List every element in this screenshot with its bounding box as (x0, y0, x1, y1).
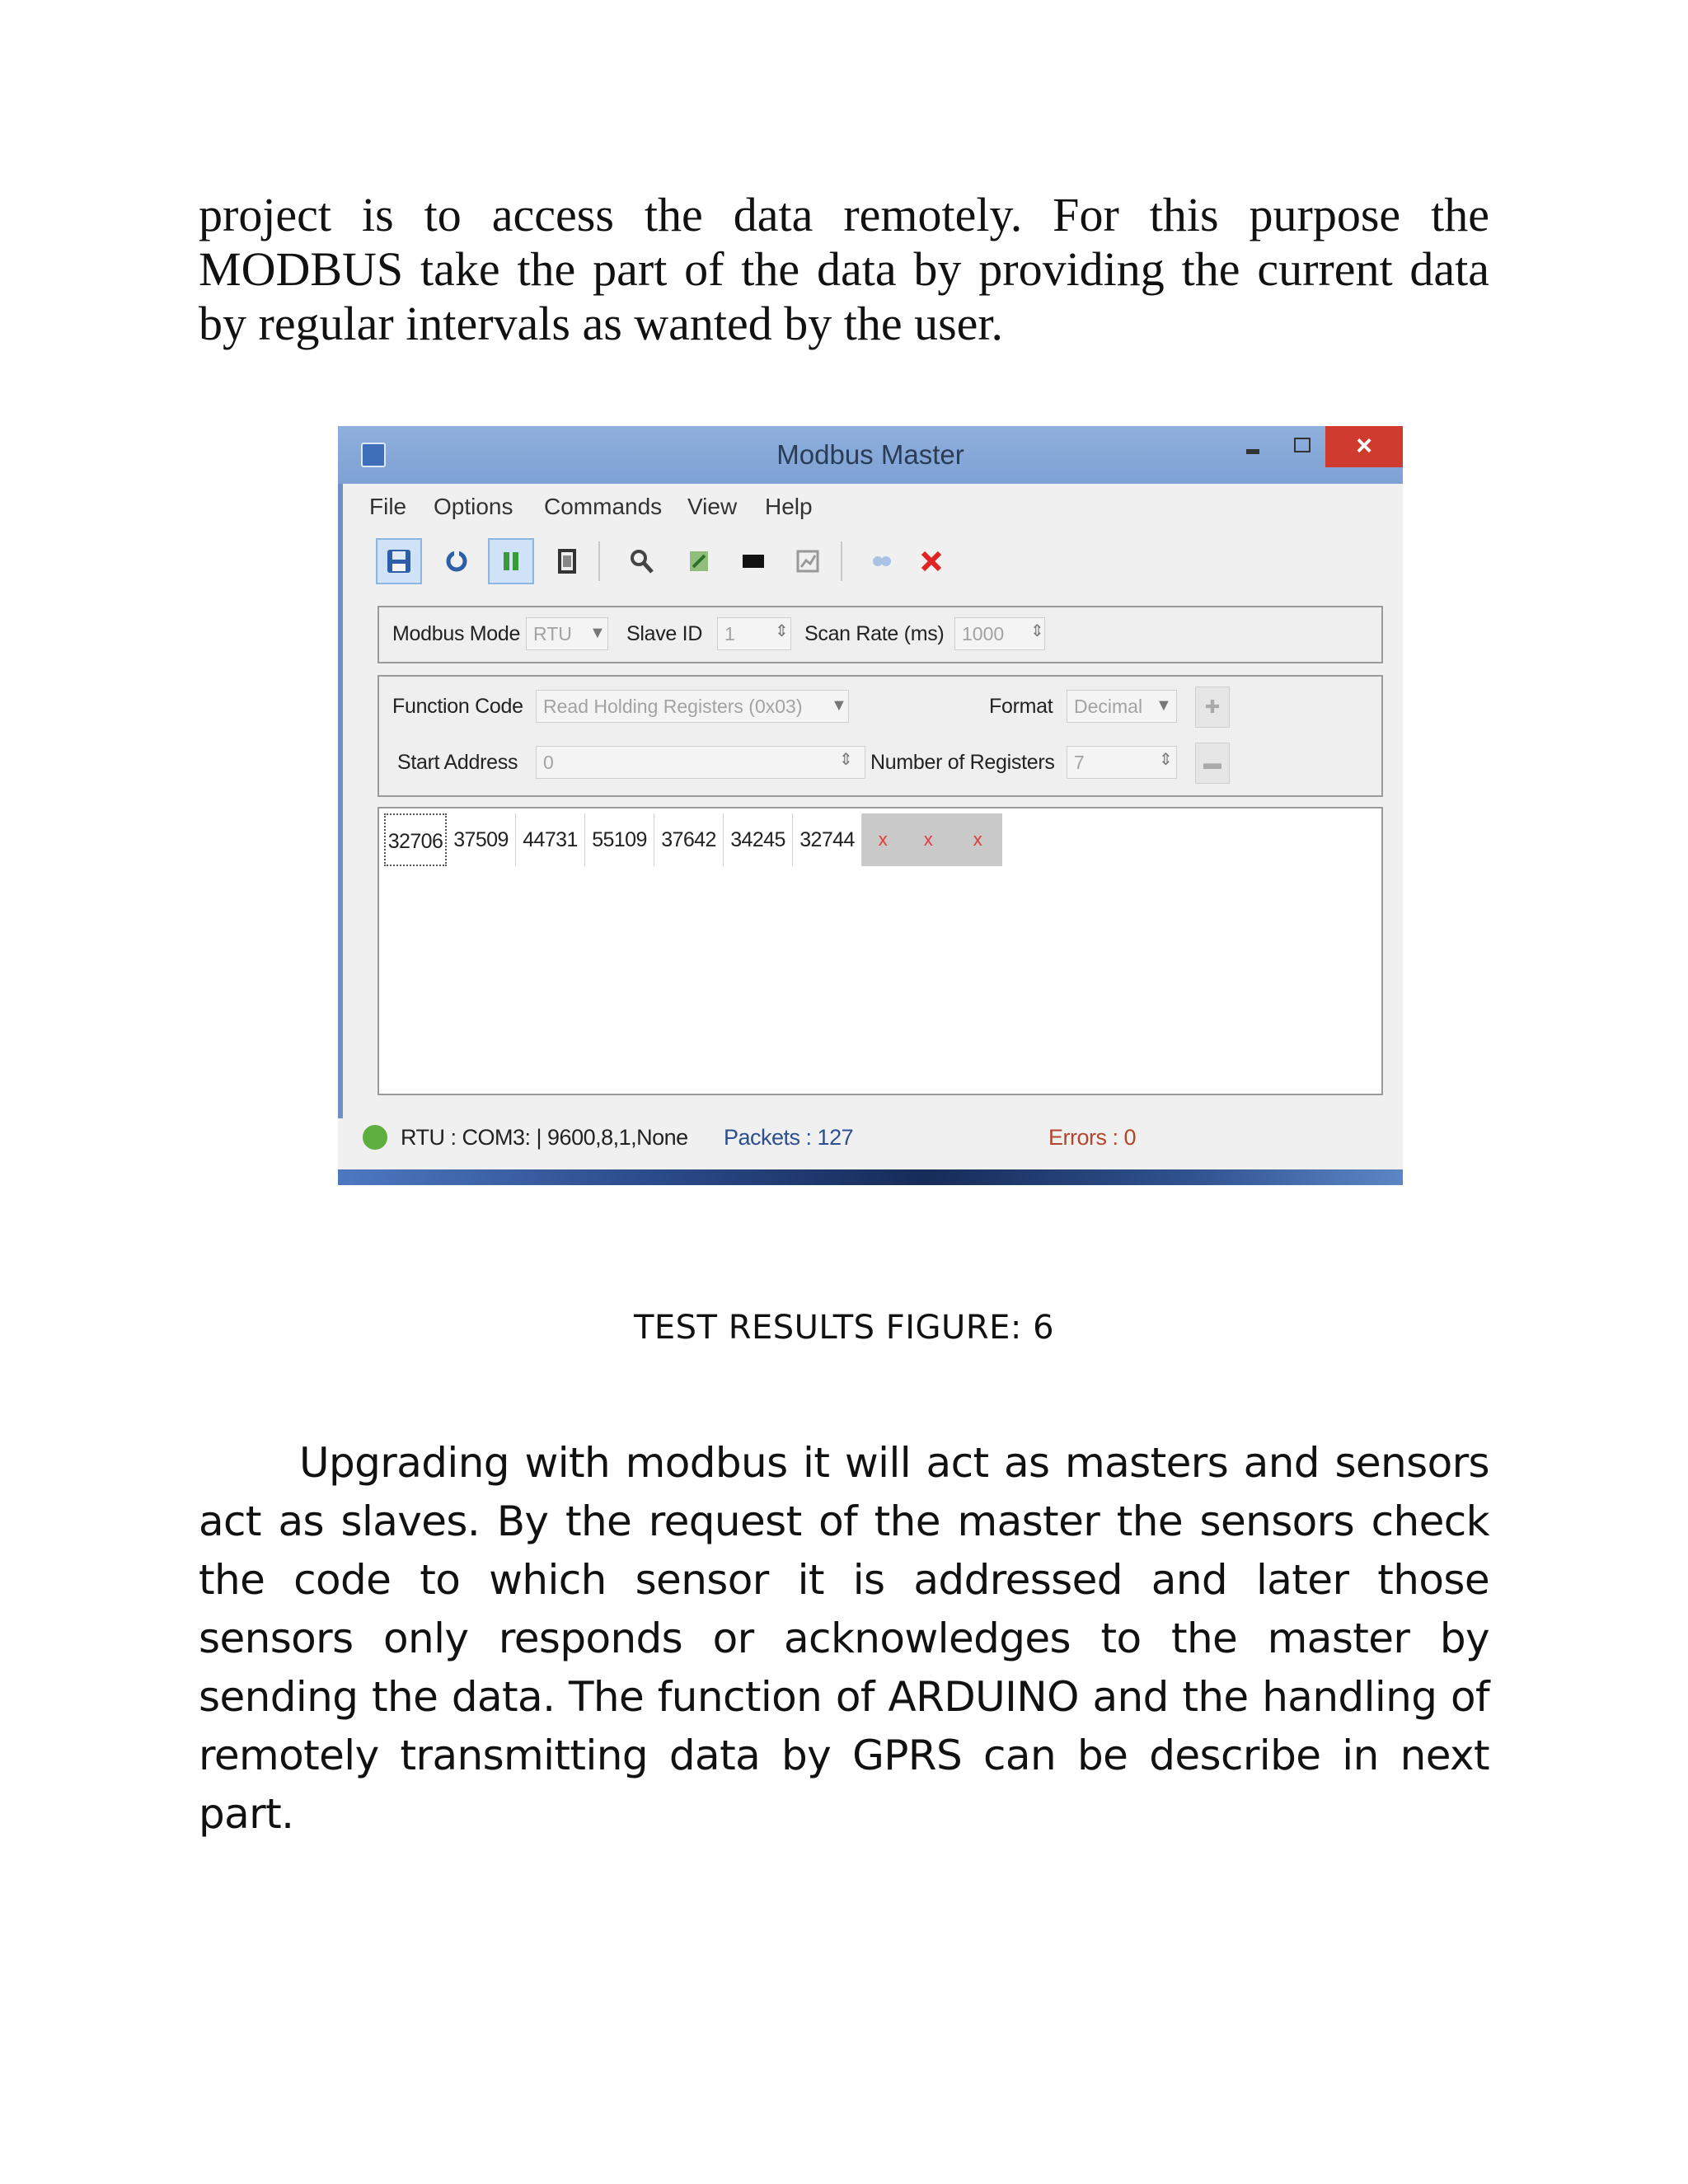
stop-icon[interactable] (908, 538, 954, 584)
save-icon[interactable] (376, 538, 422, 584)
num-registers-stepper[interactable]: 7 (1067, 746, 1177, 779)
register-icon[interactable] (544, 538, 590, 584)
connection-settings-group (377, 606, 1383, 663)
spin-arrows-icon[interactable]: ⇕ (775, 622, 789, 640)
connection-status-icon (363, 1125, 387, 1150)
paragraph-body: Upgrading with modbus it will act as masters and sensors act as slaves. By the request of the master the sensors check the code to which sensor it is addressed and later those sensors only responds or acknowledges to the master by sending the data. The function of ARDUINO and the handling of remotely transmitting data by GPRS can be describe in next part. (199, 1439, 1489, 1838)
scan-rate-stepper[interactable]: 1000 (954, 617, 1045, 650)
taskbar-strip (338, 1169, 1403, 1185)
function-code-label: Function Code (392, 695, 523, 718)
register-cell[interactable]: 34245 (724, 813, 793, 866)
toolbar-separator (598, 541, 600, 581)
menu-view[interactable]: View (687, 494, 738, 519)
menu-help[interactable]: Help (765, 494, 813, 519)
status-bar (338, 1118, 1403, 1169)
export-icon[interactable] (676, 538, 722, 584)
maximize-button[interactable] (1278, 426, 1325, 467)
figure-caption: TEST RESULTS FIGURE: 6 (633, 1309, 1055, 1347)
slave-id-label: Slave ID (626, 622, 703, 645)
start-address-stepper[interactable]: 0 (536, 746, 865, 779)
chart-icon[interactable] (785, 538, 831, 584)
menu-bar (338, 484, 1403, 525)
packets-count: Packets : 127 (724, 1125, 854, 1150)
chevron-down-icon: ▼ (831, 696, 847, 715)
minimize-button[interactable] (1228, 426, 1276, 467)
remove-button[interactable]: ▬ (1195, 743, 1230, 784)
register-cell[interactable]: 37642 (654, 813, 724, 866)
menu-file[interactable]: File (369, 494, 407, 519)
format-label: Format (989, 695, 1053, 718)
modbus-mode-label: Modbus Mode (392, 622, 521, 645)
add-button[interactable]: ✚ (1195, 687, 1230, 728)
error-cell[interactable]: x (903, 813, 953, 866)
link-icon[interactable] (859, 538, 905, 584)
errors-count: Errors : 0 (1048, 1125, 1137, 1150)
error-cell[interactable]: x (953, 813, 1002, 866)
register-cell[interactable]: 32706 (384, 813, 447, 866)
error-cell[interactable]: x (862, 813, 903, 866)
close-button[interactable]: × (1325, 426, 1403, 467)
chevron-down-icon: ▼ (1156, 696, 1172, 715)
menu-commands[interactable]: Commands (544, 494, 663, 519)
menu-options[interactable]: Options (434, 494, 513, 519)
terminal-icon[interactable] (730, 538, 776, 584)
spin-arrows-icon[interactable]: ⇕ (1159, 751, 1173, 769)
format-select[interactable]: Decimal (1067, 690, 1177, 723)
connection-status: RTU : COM3: | 9600,8,1,None (401, 1125, 688, 1150)
chevron-down-icon: ▼ (589, 624, 606, 642)
modbus-mode-select[interactable]: RTU (526, 617, 608, 650)
function-settings-group (377, 675, 1383, 797)
spin-arrows-icon[interactable]: ⇕ (839, 751, 853, 769)
start-address-label: Start Address (397, 751, 518, 774)
slave-id-stepper[interactable]: 1 (717, 617, 791, 650)
spin-arrows-icon[interactable]: ⇕ (1030, 622, 1044, 640)
register-cell[interactable]: 37509 (447, 813, 516, 866)
play-icon[interactable] (488, 538, 534, 584)
function-code-select[interactable]: Read Holding Registers (0x03) (536, 690, 849, 723)
scan-rate-label: Scan Rate (ms) (804, 622, 945, 645)
toolbar-separator (841, 541, 842, 581)
toolbar (338, 527, 1403, 593)
register-cell[interactable]: 44731 (516, 813, 585, 866)
connect-icon[interactable] (434, 538, 480, 584)
modbus-master-window (338, 426, 1403, 1185)
register-grid (377, 807, 1383, 1095)
num-registers-label: Number of Registers (870, 751, 1055, 774)
window-title: Modbus Master (776, 439, 964, 470)
paragraph-intro: project is to access the data remotely. For this purpose the MODBUS take the part of the data by providing the current data by regular intervals as wanted by the user. (199, 188, 1489, 350)
title-bar[interactable] (338, 426, 1403, 484)
register-cell[interactable]: 32744 (793, 813, 862, 866)
register-cell[interactable]: 55109 (585, 813, 654, 866)
search-icon[interactable] (618, 538, 664, 584)
